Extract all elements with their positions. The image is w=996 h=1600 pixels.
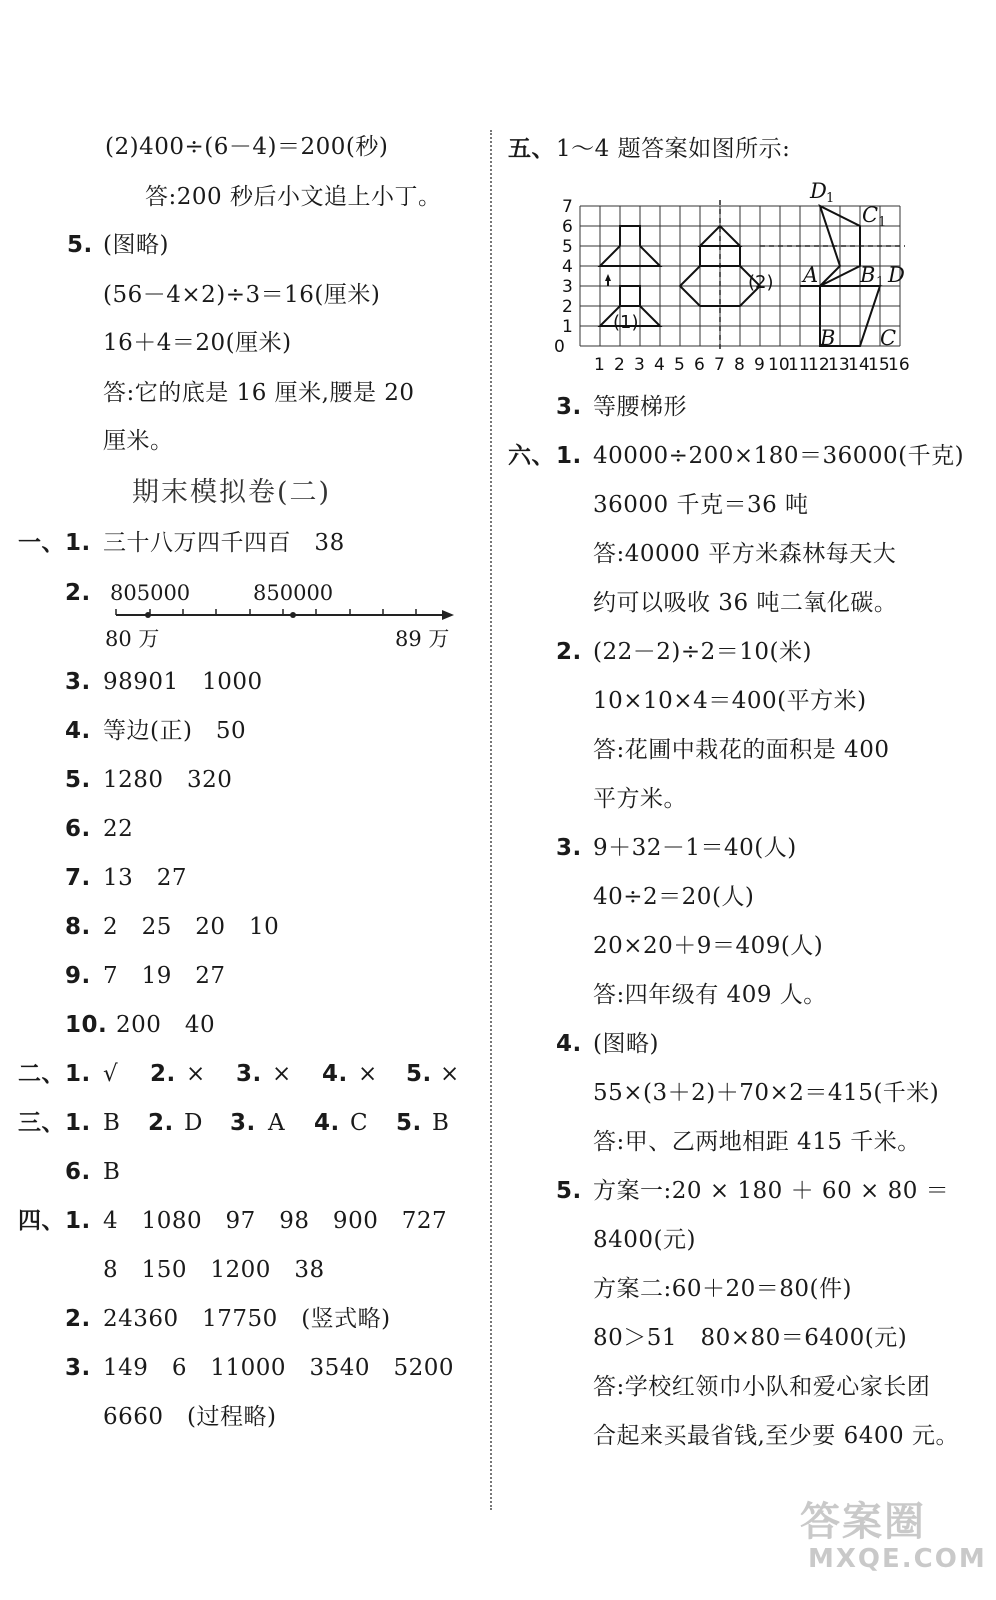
- text-line: 答:200 秒后小文追上小丁。: [145, 184, 442, 210]
- label-C1-sub: 1: [878, 215, 887, 230]
- x-tick: 6: [694, 355, 705, 375]
- question-number: 3.: [236, 1061, 262, 1087]
- answer-text: 13 27: [103, 865, 187, 891]
- x-tick: 9: [754, 355, 765, 375]
- text-line: (2)400÷(6－4)＝200(秒): [105, 134, 389, 160]
- answer-text: 24360 17750 (竖式略): [103, 1306, 391, 1332]
- y-tick: 0: [554, 337, 565, 357]
- question-number: 6.: [65, 816, 91, 842]
- x-tick: 11: [788, 355, 810, 375]
- question-number: 10.: [65, 1012, 108, 1038]
- answer-text: 22: [103, 816, 134, 842]
- answer-text: 4 1080 97 98 900 727: [103, 1208, 448, 1234]
- question-number: 4.: [65, 718, 91, 744]
- question-number: 2.: [148, 1110, 174, 1136]
- answer-text: 三十八万四千四百 38: [103, 530, 345, 556]
- question-number: 9.: [65, 963, 91, 989]
- label-D: D: [888, 263, 905, 287]
- numberline-bottom-label: 89 万: [395, 627, 450, 651]
- answer-text: 8400(元): [593, 1227, 696, 1253]
- question-number: 3.: [556, 394, 582, 420]
- answer-text: 20×20＋9＝409(人): [593, 933, 824, 959]
- text-line: 答:它的底是 16 厘米,腰是 20: [103, 380, 415, 406]
- numberline-bottom-label: 80 万: [105, 627, 160, 651]
- watermark-url: MXQE.COM: [808, 1544, 987, 1574]
- answer-text: 200 40: [116, 1012, 216, 1038]
- numberline-top-label: 805000: [110, 581, 191, 605]
- x-tick: 16: [888, 355, 910, 375]
- question-number: 1.: [65, 1110, 91, 1136]
- answer-text: 答:四年级有 409 人。: [593, 982, 827, 1008]
- answer-text: 方案二:60＋20＝80(件): [593, 1276, 852, 1302]
- x-tick: 7: [714, 355, 725, 375]
- y-tick: 2: [562, 297, 573, 317]
- section-label: 四、: [18, 1208, 65, 1234]
- answer-text: B: [432, 1110, 450, 1136]
- answer-text: 10×10×4＝400(平方米): [593, 688, 867, 714]
- answer-text: 40000÷200×180＝36000(千克): [593, 443, 965, 469]
- question-number: 5.: [67, 232, 93, 258]
- answer-text: C: [350, 1110, 369, 1136]
- answer-text: 2 25 20 10: [103, 914, 280, 940]
- question-number: 5.: [396, 1110, 422, 1136]
- answer-text: 平方米。: [593, 786, 687, 812]
- label-C1: C: [862, 203, 879, 227]
- y-tick: 5: [562, 237, 573, 257]
- answer-text: (图略): [593, 1031, 659, 1057]
- question-number: 5.: [556, 1178, 582, 1204]
- coordinate-grid-figure: [550, 180, 920, 380]
- question-number: 2.: [150, 1061, 176, 1087]
- question-number: 4.: [314, 1110, 340, 1136]
- answer-text: 等腰梯形: [593, 394, 687, 420]
- x-tick: 10: [768, 355, 790, 375]
- x-tick: 15: [868, 355, 890, 375]
- question-number: 1.: [556, 443, 582, 469]
- answer-text: B: [103, 1110, 121, 1136]
- y-tick: 1: [562, 317, 573, 337]
- question-number: 4.: [556, 1031, 582, 1057]
- answer-text: 约可以吸收 36 吨二氧化碳。: [593, 590, 898, 616]
- grid-label-one: (1): [613, 312, 639, 333]
- answer-text: 答:学校红领巾小队和爱心家长团: [593, 1374, 931, 1400]
- answer-text: √: [103, 1061, 119, 1087]
- label-B1-sub: 1: [876, 275, 885, 290]
- y-tick: 4: [562, 257, 573, 277]
- answer-text: 答:花圃中栽花的面积是 400: [593, 737, 890, 763]
- answer-text: 1280 320: [103, 767, 233, 793]
- y-tick: 6: [562, 217, 573, 237]
- label-B: B: [820, 326, 836, 350]
- answer-text: ×: [186, 1061, 206, 1087]
- x-tick: 13: [828, 355, 850, 375]
- answer-text: 答:40000 平方米森林每天大: [593, 541, 897, 567]
- numberline-top-label: 850000: [253, 581, 334, 605]
- question-number: 5.: [406, 1061, 432, 1087]
- question-number: 3.: [230, 1110, 256, 1136]
- question-number: 2.: [65, 580, 91, 606]
- x-tick: 14: [848, 355, 870, 375]
- text-line: (56－4×2)÷3＝16(厘米): [103, 282, 381, 308]
- answer-text: 6660 (过程略): [103, 1404, 277, 1430]
- section-label: 二、: [18, 1061, 65, 1087]
- answer-text: 等边(正) 50: [103, 718, 247, 744]
- label-B1: B: [860, 263, 876, 287]
- section-label: 六、: [508, 443, 555, 469]
- answer-text: 9＋32－1＝40(人): [593, 835, 797, 861]
- question-number: 7.: [65, 865, 91, 891]
- question-number: 5.: [65, 767, 91, 793]
- section-label: 五、: [508, 136, 555, 162]
- section-label: 三、: [18, 1110, 65, 1136]
- question-number: 1.: [65, 1208, 91, 1234]
- answer-text: 方案一:20 × 180 ＋ 60 × 80 ＝: [593, 1178, 950, 1204]
- label-A: A: [803, 263, 819, 287]
- answer-text: 36000 千克＝36 吨: [593, 492, 809, 518]
- question-number: 1.: [65, 1061, 91, 1087]
- column-divider: [490, 130, 492, 1510]
- answer-text: A: [268, 1110, 286, 1136]
- answer-text: B: [103, 1159, 121, 1185]
- x-tick: 5: [674, 355, 685, 375]
- label-C: C: [880, 326, 897, 350]
- y-tick: 7: [562, 197, 573, 217]
- question-number: 2.: [65, 1306, 91, 1332]
- x-tick: 1: [594, 355, 605, 375]
- question-number: 3.: [556, 835, 582, 861]
- answer-text: 149 6 11000 3540 5200: [103, 1355, 454, 1381]
- x-tick: 2: [614, 355, 625, 375]
- text-line: 1～4 题答案如图所示:: [556, 136, 791, 162]
- x-tick: 8: [734, 355, 745, 375]
- grid-label-two: (2): [748, 272, 774, 293]
- answer-text: 答:甲、乙两地相距 415 千米。: [593, 1129, 921, 1155]
- question-number: 4.: [322, 1061, 348, 1087]
- answer-text: 40÷2＝20(人): [593, 884, 755, 910]
- text-line: (图略): [103, 232, 169, 258]
- x-tick: 3: [634, 355, 645, 375]
- question-number: 6.: [65, 1159, 91, 1185]
- answer-text: 80＞51 80×80＝6400(元): [593, 1325, 908, 1351]
- question-number: 8.: [65, 914, 91, 940]
- question-number: 3.: [65, 669, 91, 695]
- answer-text: 98901 1000: [103, 669, 263, 695]
- section-title: 期末模拟卷(二): [132, 477, 332, 508]
- text-line: 厘米。: [103, 428, 174, 454]
- answer-text: 合起来买最省钱,至少要 6400 元。: [593, 1423, 959, 1449]
- answer-text: 7 19 27: [103, 963, 226, 989]
- y-tick: 3: [562, 277, 573, 297]
- answer-text: ×: [358, 1061, 378, 1087]
- text-line: 16＋4＝20(厘米): [103, 330, 292, 356]
- question-number: 1.: [65, 530, 91, 556]
- x-tick: 4: [654, 355, 665, 375]
- answer-text: ×: [440, 1061, 460, 1087]
- x-tick: 12: [808, 355, 830, 375]
- watermark-logo: 答案圈: [800, 1499, 926, 1545]
- answer-text: 55×(3＋2)＋70×2＝415(千米): [593, 1080, 940, 1106]
- answer-text: ×: [272, 1061, 292, 1087]
- answer-text: 8 150 1200 38: [103, 1257, 325, 1283]
- question-number: 2.: [556, 639, 582, 665]
- label-D1: D: [810, 179, 827, 203]
- answer-text: (22－2)÷2＝10(米): [593, 639, 812, 665]
- section-label: 一、: [18, 530, 65, 556]
- answer-text: D: [184, 1110, 203, 1136]
- label-D1-sub: 1: [826, 191, 835, 206]
- question-number: 3.: [65, 1355, 91, 1381]
